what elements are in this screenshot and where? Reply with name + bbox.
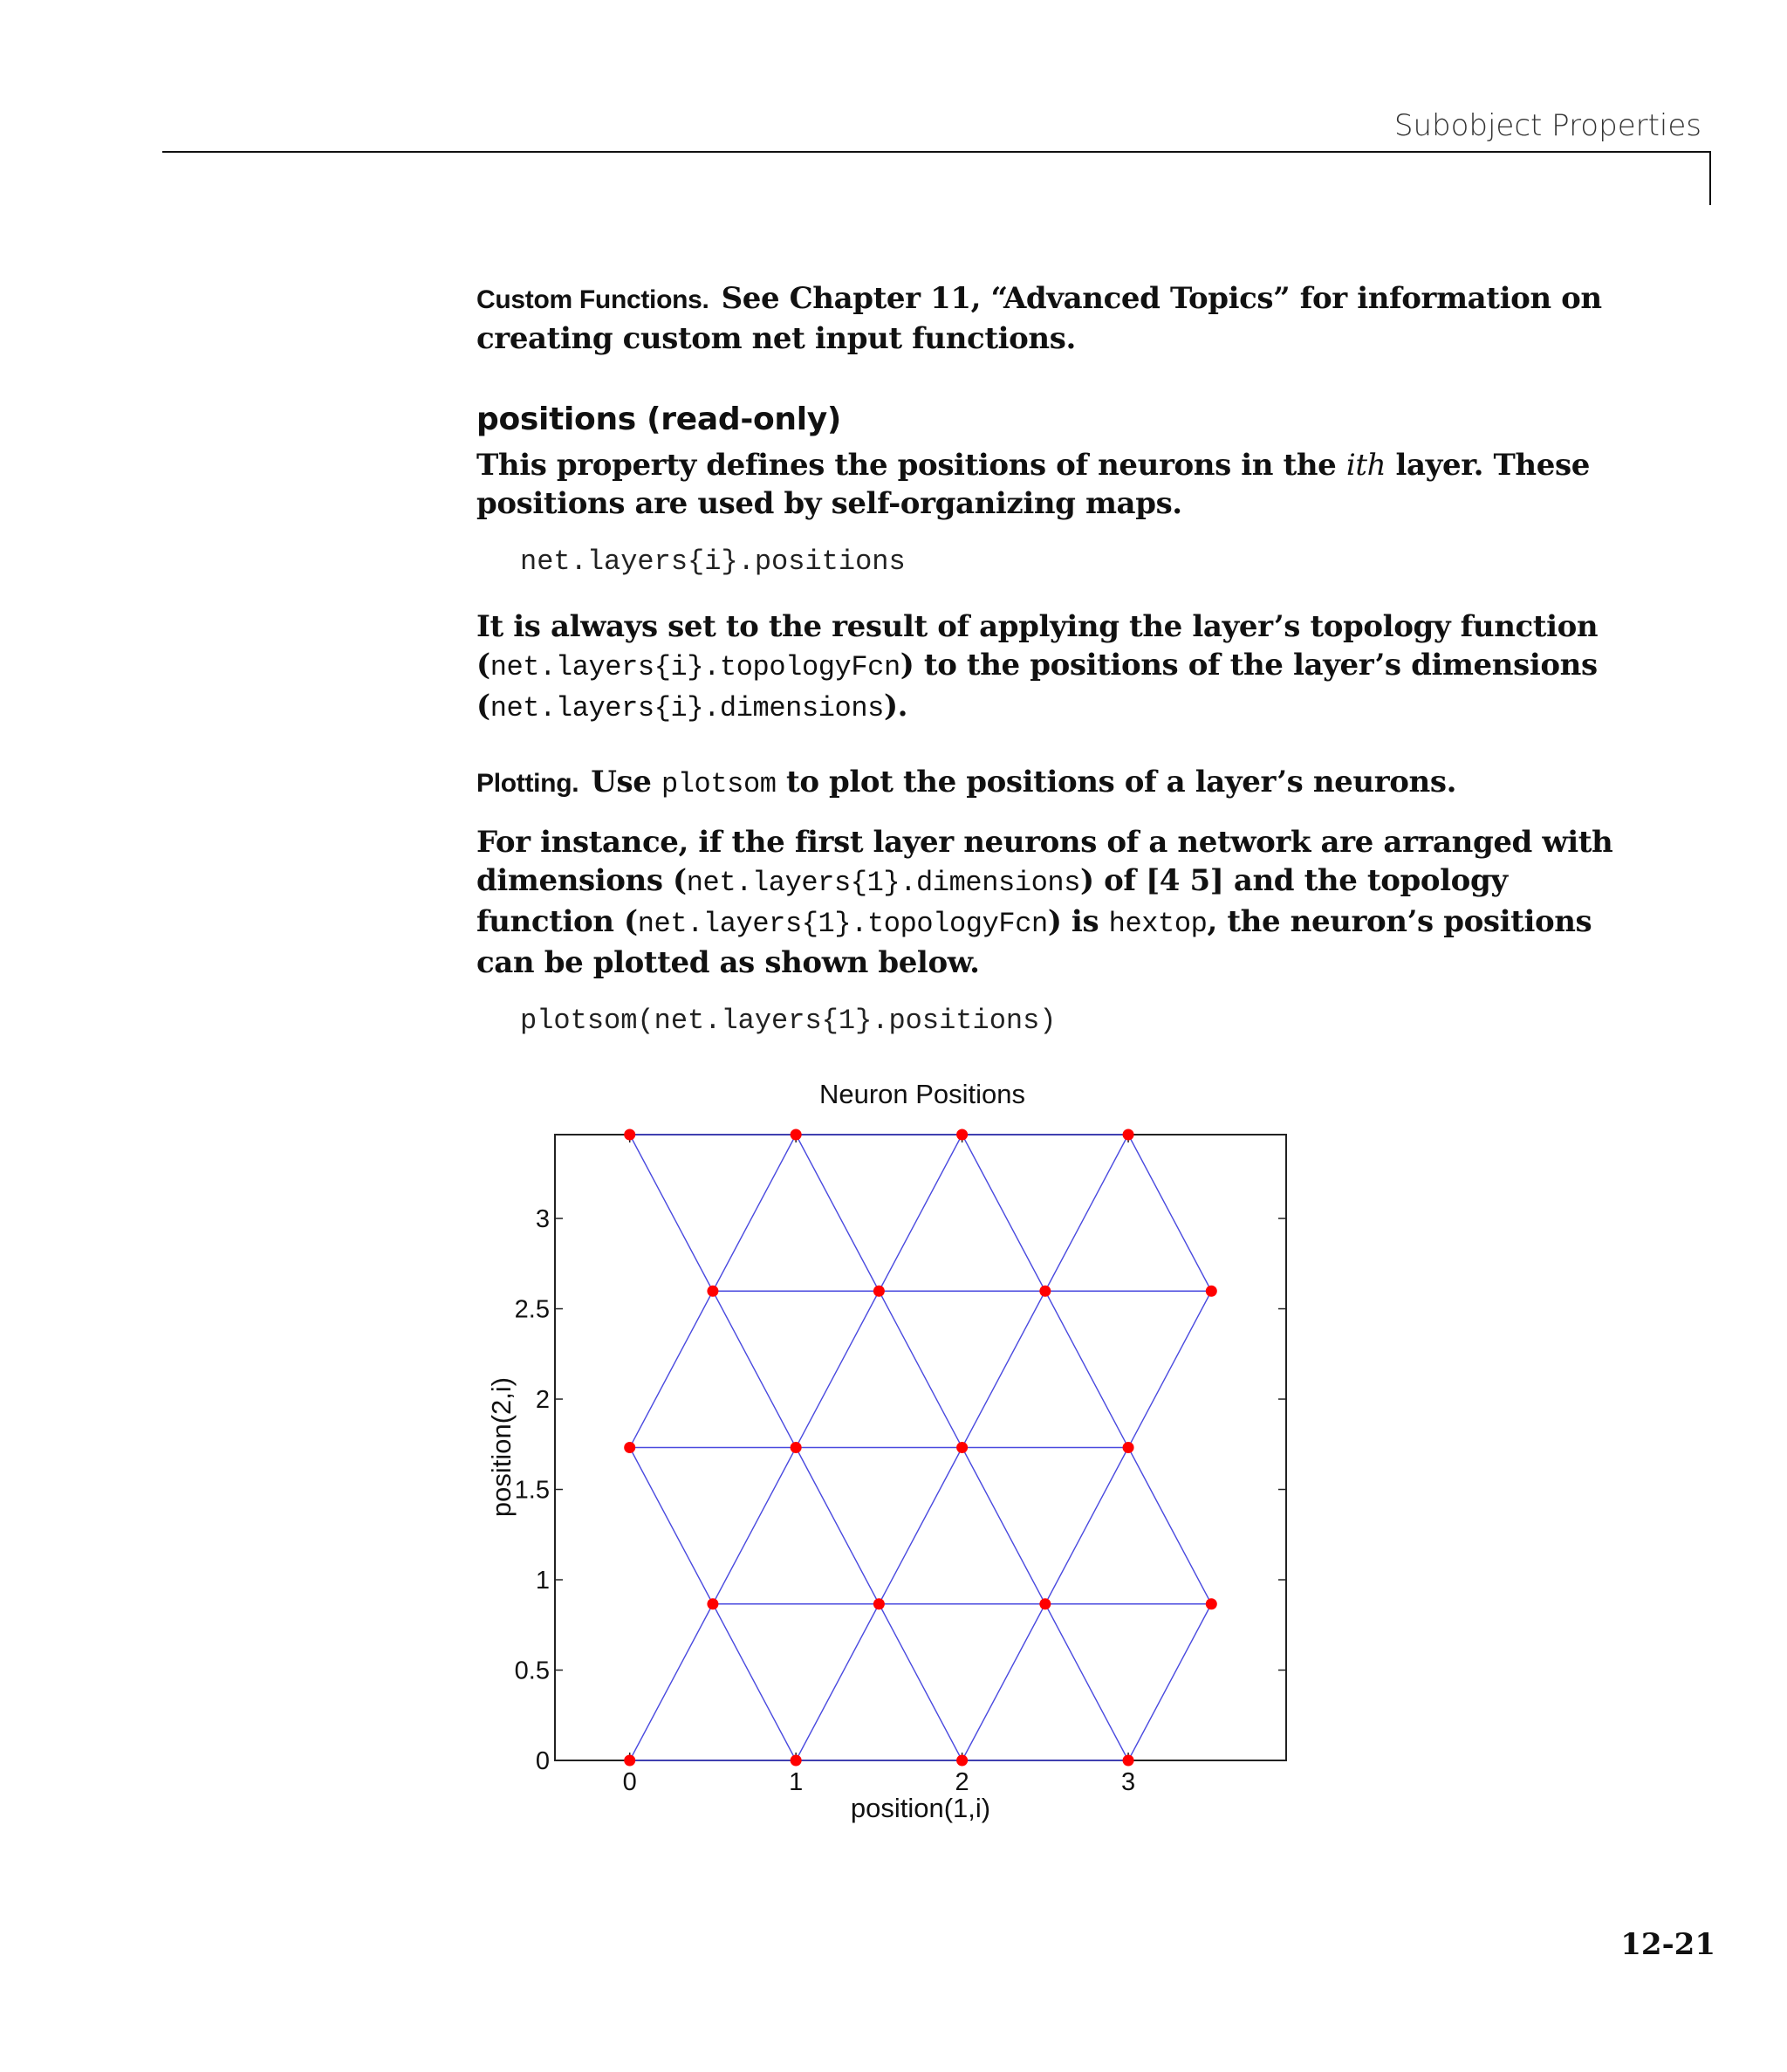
hex-edge <box>713 1135 796 1291</box>
neuron-point <box>873 1286 885 1297</box>
text-run: , the neuron’s positions can be plotted as shown below. <box>476 904 1592 980</box>
neuron-point <box>1123 1755 1134 1767</box>
hex-edge <box>1128 1291 1211 1447</box>
topology-paragraph <box>476 607 1628 728</box>
text-run: Use <box>591 765 661 799</box>
inline-code-dimensions-1: net.layers{1}.dimensions <box>686 867 1081 899</box>
neuron-point <box>791 1755 802 1767</box>
hex-edge <box>879 1448 962 1604</box>
neuron-point <box>707 1286 718 1297</box>
inline-code-dimensions: net.layers{i}.dimensions <box>490 692 884 724</box>
x-tick-label: 2 <box>955 1768 969 1796</box>
hex-edge <box>713 1604 796 1760</box>
hex-edge <box>879 1604 962 1760</box>
x-tick-label: 1 <box>789 1768 804 1796</box>
neuron-point <box>1206 1286 1217 1297</box>
x-tick-label: 3 <box>1120 1768 1136 1796</box>
emphasis-ith: ith <box>1345 448 1386 483</box>
text-run: ). <box>883 689 908 724</box>
neuron-point <box>956 1755 968 1767</box>
neuron-point <box>624 1755 635 1767</box>
neuron-point <box>791 1442 802 1453</box>
hex-edge <box>962 1604 1045 1760</box>
positions-heading: positions (read-only) <box>476 401 842 437</box>
header-corner-tick <box>1709 151 1711 205</box>
inline-code-hextop: hextop <box>1108 908 1208 940</box>
x-tick-label: 0 <box>622 1768 637 1796</box>
hex-edge <box>630 1604 713 1760</box>
hex-edge <box>796 1448 879 1604</box>
neuron-point <box>791 1129 802 1141</box>
hex-edge <box>879 1291 962 1447</box>
hex-edge <box>962 1291 1045 1447</box>
hex-edge <box>796 1604 879 1760</box>
custom-functions-label: Custom Functions. <box>476 285 709 314</box>
custom-functions-paragraph <box>476 279 1628 358</box>
chart-title: Neuron Positions <box>818 1079 1026 1109</box>
page-content <box>476 279 1628 1067</box>
hex-edge <box>796 1291 879 1447</box>
instance-paragraph <box>476 823 1628 982</box>
plotting-paragraph <box>476 763 1628 804</box>
hex-edge <box>796 1135 879 1291</box>
neuron-point <box>1039 1286 1051 1297</box>
y-tick-label: 1 <box>535 1567 550 1595</box>
neuron-point <box>1123 1442 1134 1453</box>
header-rule <box>162 151 1711 153</box>
text-run: For instance, if the first layer neurons of a network are arranged with dimensions ( <box>476 825 1613 898</box>
text-run: ) to the positions of the layer’s dimensions ( <box>476 648 1598 724</box>
plotting-label: Plotting. <box>476 769 579 798</box>
hex-edge <box>879 1135 962 1291</box>
y-tick-label: 3 <box>535 1205 550 1234</box>
hex-edge <box>630 1135 713 1291</box>
y-tick-label: 1.5 <box>514 1476 550 1505</box>
code-positions: net.layers{i}.positions <box>520 545 906 578</box>
neuron-point <box>624 1129 635 1141</box>
text-run: ) of [4 5] and the topology function ( <box>476 863 1508 939</box>
hex-edge <box>1045 1135 1128 1291</box>
running-head: Subobject Properties <box>1393 108 1701 143</box>
neuron-point <box>956 1129 968 1141</box>
neuron-point <box>873 1598 885 1609</box>
inline-code-plotsom: plotsom <box>661 768 777 800</box>
hex-edge <box>962 1135 1045 1291</box>
neuron-point <box>624 1442 635 1453</box>
hex-edge <box>713 1448 796 1604</box>
y-tick-label: 0 <box>535 1747 550 1775</box>
y-tick-label: 2 <box>535 1386 550 1415</box>
x-axis-label: position(1,i) <box>850 1793 991 1823</box>
inline-code-topologyfcn-1: net.layers{1}.topologyFcn <box>637 908 1048 940</box>
y-tick-label: 2.5 <box>514 1295 550 1324</box>
page-number: 12-21 <box>1620 1927 1715 1962</box>
neuron-point <box>956 1442 968 1453</box>
neuron-point <box>1039 1598 1051 1609</box>
text-run: It is always set to the result of applying the layer’s topology function ( <box>476 609 1599 683</box>
neuron-point <box>1206 1598 1217 1609</box>
y-axis-label: position(2,i) <box>486 1376 517 1518</box>
hex-edge <box>1128 1135 1211 1291</box>
axis-ticks <box>515 1135 1286 1796</box>
neuron-point <box>1123 1129 1134 1141</box>
positions-description <box>476 446 1628 523</box>
code-plotsom: plotsom(net.layers{1}.positions) <box>520 1005 1057 1037</box>
neuron-point <box>707 1598 718 1609</box>
y-tick-label: 0.5 <box>514 1657 550 1685</box>
hex-edge <box>1128 1448 1211 1604</box>
text-run: layer. These positions are used by self-organizing maps. <box>476 448 1590 521</box>
text-run: to plot the positions of a layer’s neurons. <box>776 765 1457 799</box>
hex-edge <box>1045 1604 1128 1760</box>
hex-edge <box>713 1291 796 1447</box>
hex-edge <box>630 1448 713 1604</box>
neuron-positions-chart <box>471 1074 1344 1842</box>
text-run: This property defines the positions of neurons in the <box>476 448 1346 483</box>
hex-edge <box>962 1448 1045 1604</box>
hex-edge <box>1045 1291 1128 1447</box>
text-run: ) is <box>1047 904 1109 939</box>
hex-edge <box>1128 1604 1211 1760</box>
hex-edge <box>1045 1448 1128 1604</box>
custom-functions-text: See Chapter 11, “Advanced Topics” for information on creating custom net input functions. <box>476 281 1602 356</box>
inline-code-topologyfcn: net.layers{i}.topologyFcn <box>490 651 900 683</box>
hex-edge <box>630 1291 713 1447</box>
